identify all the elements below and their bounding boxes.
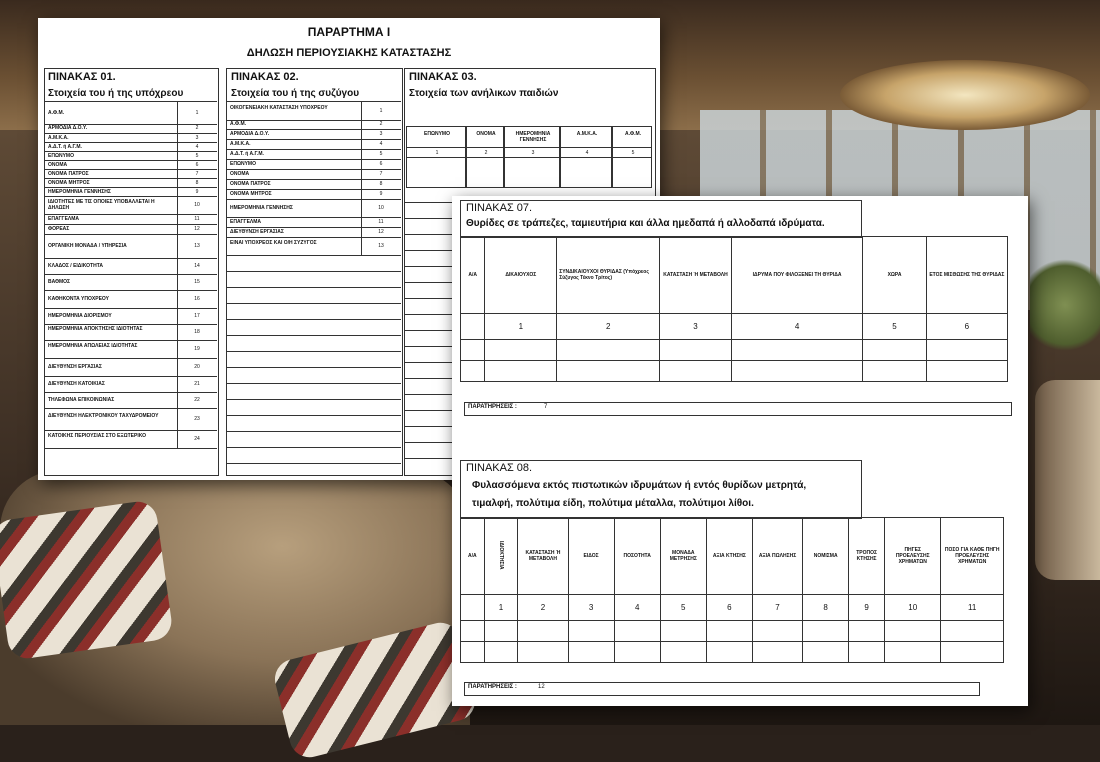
striped-cushion: [0, 499, 174, 661]
table-08-col-num: 2: [518, 595, 568, 621]
table-08-col-header: [484, 518, 518, 595]
form-row-number: 10: [194, 202, 200, 208]
form-row-label: ΟΙΚΟΓΕΝΕΙΑΚΗ ΚΑΤΑΣΤΑΣΗ ΥΠΟΧΡΕΟΥ: [230, 105, 328, 111]
table-03-col-header: ΗΜΕΡΟΜΗΝΙΑ ΓΕΝΝΗΣΗΣ: [515, 131, 551, 143]
table-07-grid: [460, 236, 1008, 382]
form-row-label: ΕΠΑΓΓΕΛΜΑ: [48, 216, 80, 222]
empty-row: [227, 271, 401, 272]
table-08-heading: ΠΙΝΑΚΑΣ 08.: [466, 462, 533, 474]
form-row: [227, 199, 401, 218]
form-row-label: ΑΡΜΟΔΙΑ Δ.Ο.Υ.: [48, 125, 88, 131]
form-row-label: ΚΑΤΟΙΚΗΣ ΠΕΡΙΟΥΣΙΑΣ ΣΤΟ ΕΞΩΤΕΡΙΚΟ: [48, 433, 146, 439]
table-08-cell: [461, 595, 485, 621]
table-08-col-num: 6: [706, 595, 752, 621]
table-01-caption: Στοιχεία του ή της υπόχρεου: [48, 88, 184, 99]
form-row-number: 11: [194, 216, 200, 222]
empty-row: [227, 463, 401, 464]
table-03-col-num-cell: [560, 148, 612, 158]
form-row: [227, 101, 401, 121]
form-row-number: 4: [195, 143, 199, 150]
table-07-col-header: ΕΤΟΣ ΜΙΣΘΩΣΗΣ ΤΗΣ ΘΥΡΙΔΑΣ: [926, 237, 1007, 314]
table-08-col-header: ΤΡΟΠΟΣ ΚΤΗΣΗΣ: [849, 518, 885, 595]
form-row-label: ΔΙΕΥΘΥΝΣΗ ΕΡΓΑΣΙΑΣ: [48, 364, 102, 370]
annex-subtitle: ΔΗΛΩΣΗ ΠΕΡΙΟΥΣΙΑΚΗΣ ΚΑΤΑΣΤΑΣΗΣ: [246, 47, 452, 59]
table-03-col-num: 3: [531, 150, 535, 156]
form-row: [45, 274, 217, 291]
table-01-heading: ΠΙΝΑΚΑΣ 01.: [48, 71, 116, 83]
form-row-number: 7: [379, 171, 383, 177]
form-row-number: 8: [379, 181, 383, 187]
form-row: [45, 290, 217, 309]
empty-row: [227, 399, 401, 400]
form-row-label: ΔΙΕΥΘΥΝΣΗ ΚΑΤΟΙΚΙΑΣ: [48, 381, 105, 387]
empty-row: [227, 431, 401, 432]
form-row-label: ΚΑΘΗΚΟΝΤΑ ΥΠΟΧΡΕΟΥ: [48, 296, 109, 302]
form-row: [45, 234, 217, 259]
table-07-aa-header: Α/Α: [461, 237, 485, 314]
empty-row: [227, 415, 401, 416]
table-03-col-header-cell: [504, 126, 560, 148]
table-07-col-num: 6: [926, 314, 1007, 340]
form-row-label: Α.Δ.Τ. ή Α.Γ.Μ.: [48, 143, 82, 150]
form-row-label: ΤΗΛΕΦΩΝΑ ΕΠΙΚΟΙΝΩΝΙΑΣ: [48, 397, 115, 403]
table-03-col-header: Α.Μ.Κ.Α.: [576, 131, 598, 137]
empty-row: [227, 287, 401, 288]
table-08-col-header-vertical: ΙΔΙΟΚΤΗΣΙΑ: [497, 540, 504, 570]
table-03-col-header: Α.Φ.Μ.: [624, 131, 642, 137]
form-row-number: 12: [194, 226, 200, 232]
table-07-remarks-label: ΠΑΡΑΤΗΡΗΣΕΙΣ :: [468, 404, 517, 410]
form-row-number: 8: [195, 179, 199, 186]
table-03-col-num-cell: [406, 148, 466, 158]
form-row-label: ΦΟΡΕΑΣ: [48, 226, 70, 232]
form-row-number: 9: [379, 191, 383, 197]
table-07-caption: Θυρίδες σε τράπεζες, ταμιευτήρια και άλλα ημεδαπά ή αλλοδαπά ιδρύματα.: [466, 218, 825, 229]
table-03-col-header-cell: [612, 126, 652, 148]
form-row-number: 24: [194, 436, 200, 442]
table-03-col-header-cell: [466, 126, 504, 148]
form-row-number: 15: [194, 279, 200, 285]
form-row-number: 11: [378, 219, 384, 225]
table-03-col-header: ΕΠΩΝΥΜΟ: [424, 131, 450, 137]
table-03-col-num: 5: [631, 150, 635, 156]
form-row-label: ΟΝΟΜΑ: [230, 171, 250, 177]
form-row-label: ΚΛΑΔΟΣ / ΕΙΔΙΚΟΤΗΤΑ: [48, 263, 104, 269]
form-row-label: ΟΝΟΜΑ ΠΑΤΡΟΣ: [230, 181, 271, 187]
table-03-col-body: [560, 158, 612, 188]
table-08-remarks-num: 12: [538, 684, 545, 690]
form-row-number: 16: [194, 296, 200, 302]
form-row-label: ΙΔΙΟΤΗΤΕΣ ΜΕ ΤΙΣ ΟΠΟΙΕΣ ΥΠΟΒΑΛΛΕΤΑΙ Η ΔΗΛΩΣΗ: [48, 199, 155, 211]
form-row-number: 2: [195, 125, 199, 131]
table-08-col-header: ΠΗΓΕΣ ΠΡΟΕΛΕΥΣΗΣ ΧΡΗΜΑΤΩΝ: [885, 518, 941, 595]
form-row-number: 3: [195, 134, 199, 141]
armchair: [1035, 380, 1100, 580]
table-03-col-num-cell: [466, 148, 504, 158]
form-row-label: ΑΡΜΟΔΙΑ Δ.Ο.Υ.: [230, 131, 270, 137]
table-07-remarks-num: 7: [544, 404, 548, 410]
table-08-col-num: 5: [660, 595, 706, 621]
form-row: [45, 358, 217, 377]
form-row-number: 1: [379, 108, 383, 114]
form-row-label: ΕΠΩΝΥΜΟ: [230, 161, 256, 167]
form-row-number: 21: [194, 381, 200, 387]
form-row-number: 1: [195, 110, 199, 116]
table-08-grid: [460, 517, 1004, 663]
form-row-number: 5: [379, 151, 383, 157]
form-row: [227, 237, 401, 256]
table-02-caption: Στοιχεία του ή της συζύγου: [231, 88, 360, 99]
table-03-col-num: 2: [484, 150, 488, 156]
empty-row: [227, 303, 401, 304]
empty-row: [227, 383, 401, 384]
table-03-col-body: [406, 158, 466, 188]
table-03-caption: Στοιχεία των ανήλικων παιδιών: [409, 88, 559, 99]
form-row-number: 9: [195, 188, 199, 195]
table-07-col-header: ΣΥΝΔΙΚΑΙΟΥΧΟΙ ΘΥΡΙΔΑΣ (Υπόχρεος Σύζυγος Τέκνο Τρίτος): [557, 237, 660, 314]
form-row-label: ΕΠΩΝΥΜΟ: [48, 152, 74, 159]
plant: [1030, 250, 1100, 360]
table-02-heading: ΠΙΝΑΚΑΣ 02.: [231, 71, 299, 83]
table-08-col-num: 1: [484, 595, 518, 621]
table-07-col-num: 3: [660, 314, 732, 340]
form-row-number: 12: [378, 229, 384, 235]
form-row-label: Α.Δ.Τ. ή Α.Γ.Μ.: [230, 151, 264, 157]
form-row-label: ΗΜΕΡΟΜΗΝΙΑ ΔΙΟΡΙΣΜΟΥ: [48, 313, 112, 319]
table-08-col-header: ΝΟΜΙΣΜΑ: [803, 518, 849, 595]
table-08-col-header: ΚΑΤΑΣΤΑΣΗ Ή ΜΕΤΑΒΟΛΗ: [518, 518, 568, 595]
table-07-col-num: 1: [485, 314, 557, 340]
table-03-col-header: ΟΝΟΜΑ: [476, 131, 496, 137]
ceiling-dome: [840, 60, 1090, 130]
table-08-col-num: 4: [614, 595, 660, 621]
form-row-label: ΕΙΝΑΙ ΥΠΟΧΡΕΟΣ ΚΑΙ Ο/Η ΣΥΖΥΓΟΣ: [230, 240, 317, 246]
table-03-col-header-cell: [560, 126, 612, 148]
table-08-col-num: 7: [752, 595, 802, 621]
form-row-label: ΟΝΟΜΑ ΜΗΤΡΟΣ: [48, 179, 90, 186]
form-row-number: 3: [379, 131, 383, 137]
table-03-col-num-cell: [504, 148, 560, 158]
form-row-label: ΟΝΟΜΑ ΠΑΤΡΟΣ: [48, 170, 89, 177]
form-row-number: 17: [194, 313, 200, 319]
form-row-label: ΒΑΘΜΟΣ: [48, 279, 71, 285]
table-03-col-body: [504, 158, 560, 188]
table-08-col-header: ΑΞΙΑ ΠΩΛΗΣΗΣ: [752, 518, 802, 595]
form-row-label: Α.Μ.Κ.Α.: [48, 134, 69, 141]
form-row-label: ΟΝΟΜΑ ΜΗΤΡΟΣ: [230, 191, 272, 197]
form-row-label: Α.Φ.Μ.: [48, 110, 65, 116]
table-08-col-header: ΕΙΔΟΣ: [568, 518, 614, 595]
form-row-label: ΗΜΕΡΟΜΗΝΙΑ ΓΕΝΝΗΣΗΣ: [48, 188, 111, 195]
table-03-col-body: [612, 158, 652, 188]
table-08-col-num: 9: [849, 595, 885, 621]
form-row-label: Α.Φ.Μ.: [230, 121, 247, 127]
form-row-label: ΕΠΑΓΓΕΛΜΑ: [230, 219, 262, 225]
empty-row: [227, 335, 401, 336]
form-row: [45, 392, 217, 409]
table-07-col-header: ΚΑΤΑΣΤΑΣΗ Ή ΜΕΤΑΒΟΛΗ: [660, 237, 732, 314]
table-03-col-num-cell: [612, 148, 652, 158]
empty-row: [227, 447, 401, 448]
form-row: [45, 340, 217, 359]
table-08-col-num: 3: [568, 595, 614, 621]
table-03-col-body: [466, 158, 504, 188]
form-row: [45, 308, 217, 325]
table-07-col-num: 2: [557, 314, 660, 340]
table-08-col-header: ΠΟΣΟ ΓΙΑ ΚΑΘΕ ΠΗΓΗ ΠΡΟΕΛΕΥΣΗΣ ΧΡΗΜΑΤΩΝ: [941, 518, 1004, 595]
form-row: [45, 196, 217, 215]
table-07-col-num: 4: [731, 314, 863, 340]
table-07-col-header: ΙΔΡΥΜΑ ΠΟΥ ΦΙΛΟΞΕΝΕΙ ΤΗ ΘΥΡΙΔΑ: [731, 237, 863, 314]
table-08-col-num: 10: [885, 595, 941, 621]
table-08-col-num: 11: [941, 595, 1004, 621]
empty-row: [227, 319, 401, 320]
empty-row: [227, 351, 401, 352]
form-row-number: 19: [194, 346, 200, 352]
form-row-number: 13: [194, 243, 200, 249]
table-03-heading: ΠΙΝΑΚΑΣ 03.: [409, 71, 477, 83]
form-row-label: ΗΜΕΡΟΜΗΝΙΑ ΓΕΝΝΗΣΗΣ: [230, 205, 293, 211]
form-row-number: 2: [379, 121, 383, 127]
table-03-col-header-cell: [406, 126, 466, 148]
form-row-number: 6: [195, 161, 199, 168]
form-row-label: Α.Μ.Κ.Α.: [230, 141, 251, 147]
table-07-col-num: 5: [863, 314, 926, 340]
form-row: [45, 408, 217, 431]
table-03-col-num: 4: [585, 150, 589, 156]
form-row-label: ΗΜΕΡΟΜΗΝΙΑ ΑΠΟΚΤΗΣΗΣ ΙΔΙΟΤΗΤΑΣ: [48, 326, 143, 332]
annex-title: ΠΑΡΑΡΤΗΜΑ Ι: [307, 25, 391, 39]
form-row-number: 18: [194, 329, 200, 335]
form-row-number: 23: [194, 416, 200, 422]
form-row: [45, 324, 217, 341]
form-row: [45, 258, 217, 275]
form-row-number: 20: [194, 364, 200, 370]
empty-row: [227, 367, 401, 368]
form-row-number: 14: [194, 263, 200, 269]
form-row-number: 5: [195, 152, 199, 159]
table-07-col-header: ΧΩΡΑ: [863, 237, 926, 314]
table-08-caption-line-1: Φυλασσόμενα εκτός πιστωτικών ιδρυμάτων ή εντός θυρίδων μετρητά,: [472, 480, 807, 491]
table-08-col-num: 8: [803, 595, 849, 621]
form-row-label: ΗΜΕΡΟΜΗΝΙΑ ΑΠΩΛΕΙΑΣ ΙΔΙΟΤΗΤΑΣ: [48, 343, 138, 349]
form-row: [45, 430, 217, 449]
table-08-col-header: ΑΞΙΑ ΚΤΗΣΗΣ: [706, 518, 752, 595]
table-08-col-header: ΠΟΣΟΤΗΤΑ: [614, 518, 660, 595]
form-row-number: 7: [195, 170, 199, 177]
table-08-aa-header: Α/Α: [461, 518, 485, 595]
form-row-number: 13: [378, 243, 384, 249]
form-sheet-tables-07-08: [452, 196, 1028, 706]
form-row-label: ΔΙΕΥΘΥΝΣΗ ΕΡΓΑΣΙΑΣ: [230, 229, 284, 235]
form-row-number: 10: [378, 205, 384, 211]
form-row: [45, 376, 217, 393]
form-row-number: 4: [379, 141, 383, 147]
form-row-label: ΟΝΟΜΑ: [48, 161, 68, 168]
form-row-label: ΔΙΕΥΘΥΝΣΗ ΗΛΕΚΤΡΟΝΙΚΟΥ ΤΑΧΥΔΡΟΜΕΙΟΥ: [48, 413, 159, 419]
table-08-col-header: ΜΟΝΑΔΑ ΜΕΤΡΗΣΗΣ: [660, 518, 706, 595]
form-row-number: 6: [379, 161, 383, 167]
form-row: [45, 101, 217, 125]
table-07-cell: [461, 314, 485, 340]
form-row-label: ΟΡΓΑΝΙΚΗ ΜΟΝΑΔΑ / ΥΠΗΡΕΣΙΑ: [48, 243, 127, 249]
table-07-col-header: ΔΙΚΑΙΟΥΧΟΣ: [485, 237, 557, 314]
table-08-caption-line-2: τιμαλφή, πολύτιμα είδη, πολύτιμα μέταλλα, πολύτιμοι λίθοι.: [472, 498, 754, 509]
table-07-heading: ΠΙΝΑΚΑΣ 07.: [466, 202, 533, 214]
table-03-col-num: 1: [435, 150, 439, 156]
form-row-number: 22: [194, 397, 200, 403]
table-08-remarks-label: ΠΑΡΑΤΗΡΗΣΕΙΣ :: [468, 684, 517, 690]
